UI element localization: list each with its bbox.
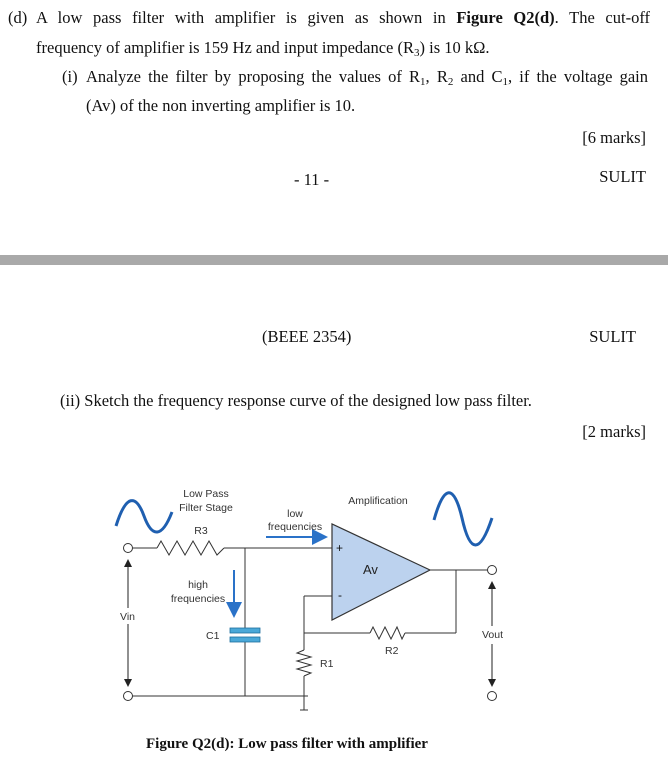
c1-label: C1 [206, 630, 220, 642]
question-d-line2 [36, 38, 490, 63]
footer-classification: SULIT [599, 167, 646, 186]
part-i-label: (i) [62, 67, 78, 86]
low-freq-label-line1: low [287, 508, 303, 520]
subscript: 1 [420, 76, 426, 88]
r2-label: R2 [385, 645, 399, 657]
r3-label: R3 [194, 525, 208, 537]
part-i-sep: and C [453, 67, 503, 86]
low-freq-label-line2: frequencies [267, 521, 323, 533]
input-sine-wave [116, 501, 172, 532]
question-d-label: (d) [8, 8, 28, 27]
part-ii-marks: [2 marks] [582, 422, 646, 441]
av-label: Av [363, 562, 378, 577]
stage-label-line2: Filter Stage [179, 502, 233, 514]
part-i-text-b: , if the voltage gain [508, 67, 648, 86]
output-sine-wave [434, 493, 492, 545]
page-separator [0, 255, 668, 265]
r1-label: R1 [320, 658, 334, 670]
header-classification: SULIT [589, 327, 636, 346]
page-number: - 11 - [294, 170, 330, 189]
question-d-line2-text: frequency of amplifier is 159 Hz and input impedance (R [36, 38, 415, 57]
c1-capacitor [230, 628, 260, 633]
vout-label: Vout [482, 629, 504, 641]
vin-bottom-terminal [124, 692, 133, 701]
subscript: 2 [447, 76, 454, 88]
op-amp [332, 524, 430, 620]
vout-top-terminal [488, 566, 497, 575]
minus-label: - [338, 588, 342, 602]
figure-reference: Figure Q2(d) [456, 8, 555, 27]
question-d-text-a: A low pass filter with amplifier is given as shown in [36, 8, 446, 27]
circuit-diagram [100, 478, 530, 718]
vin-top-terminal [124, 544, 133, 553]
question-d-text-b: . The cut-off [554, 8, 651, 27]
figure-caption: Figure Q2(d): Low pass filter with amplifier [146, 736, 428, 752]
r2-resistor [370, 627, 405, 639]
question-d-line1 [36, 8, 650, 28]
part-i-text-a: Analyze the filter by proposing the values of R [86, 67, 421, 86]
subscript: 3 [414, 47, 420, 59]
part-i-marks: [6 marks] [582, 128, 646, 147]
high-freq-label-line2: frequencies [170, 593, 226, 605]
part-i-line2: (Av) of the non inverting amplifier is 10. [86, 96, 356, 115]
high-freq-label-line1: high [188, 579, 208, 591]
vout-bottom-terminal [488, 692, 497, 701]
question-d-line2-end: ) is 10 kΩ. [419, 38, 490, 57]
course-code: (BEEE 2354) [262, 327, 352, 346]
part-i-sep: , R [425, 67, 448, 86]
r3-resistor [157, 541, 224, 555]
part-i-line1 [86, 67, 648, 92]
vin-label: Vin [120, 611, 135, 623]
r1-resistor [297, 650, 311, 676]
subscript: 1 [502, 76, 508, 88]
stage-label-line1: Low Pass [183, 488, 229, 500]
plus-label: + [336, 541, 344, 555]
amplification-label: Amplification [348, 495, 408, 507]
part-ii-text: (ii) Sketch the frequency response curve of the designed low pass filter. [60, 391, 532, 410]
